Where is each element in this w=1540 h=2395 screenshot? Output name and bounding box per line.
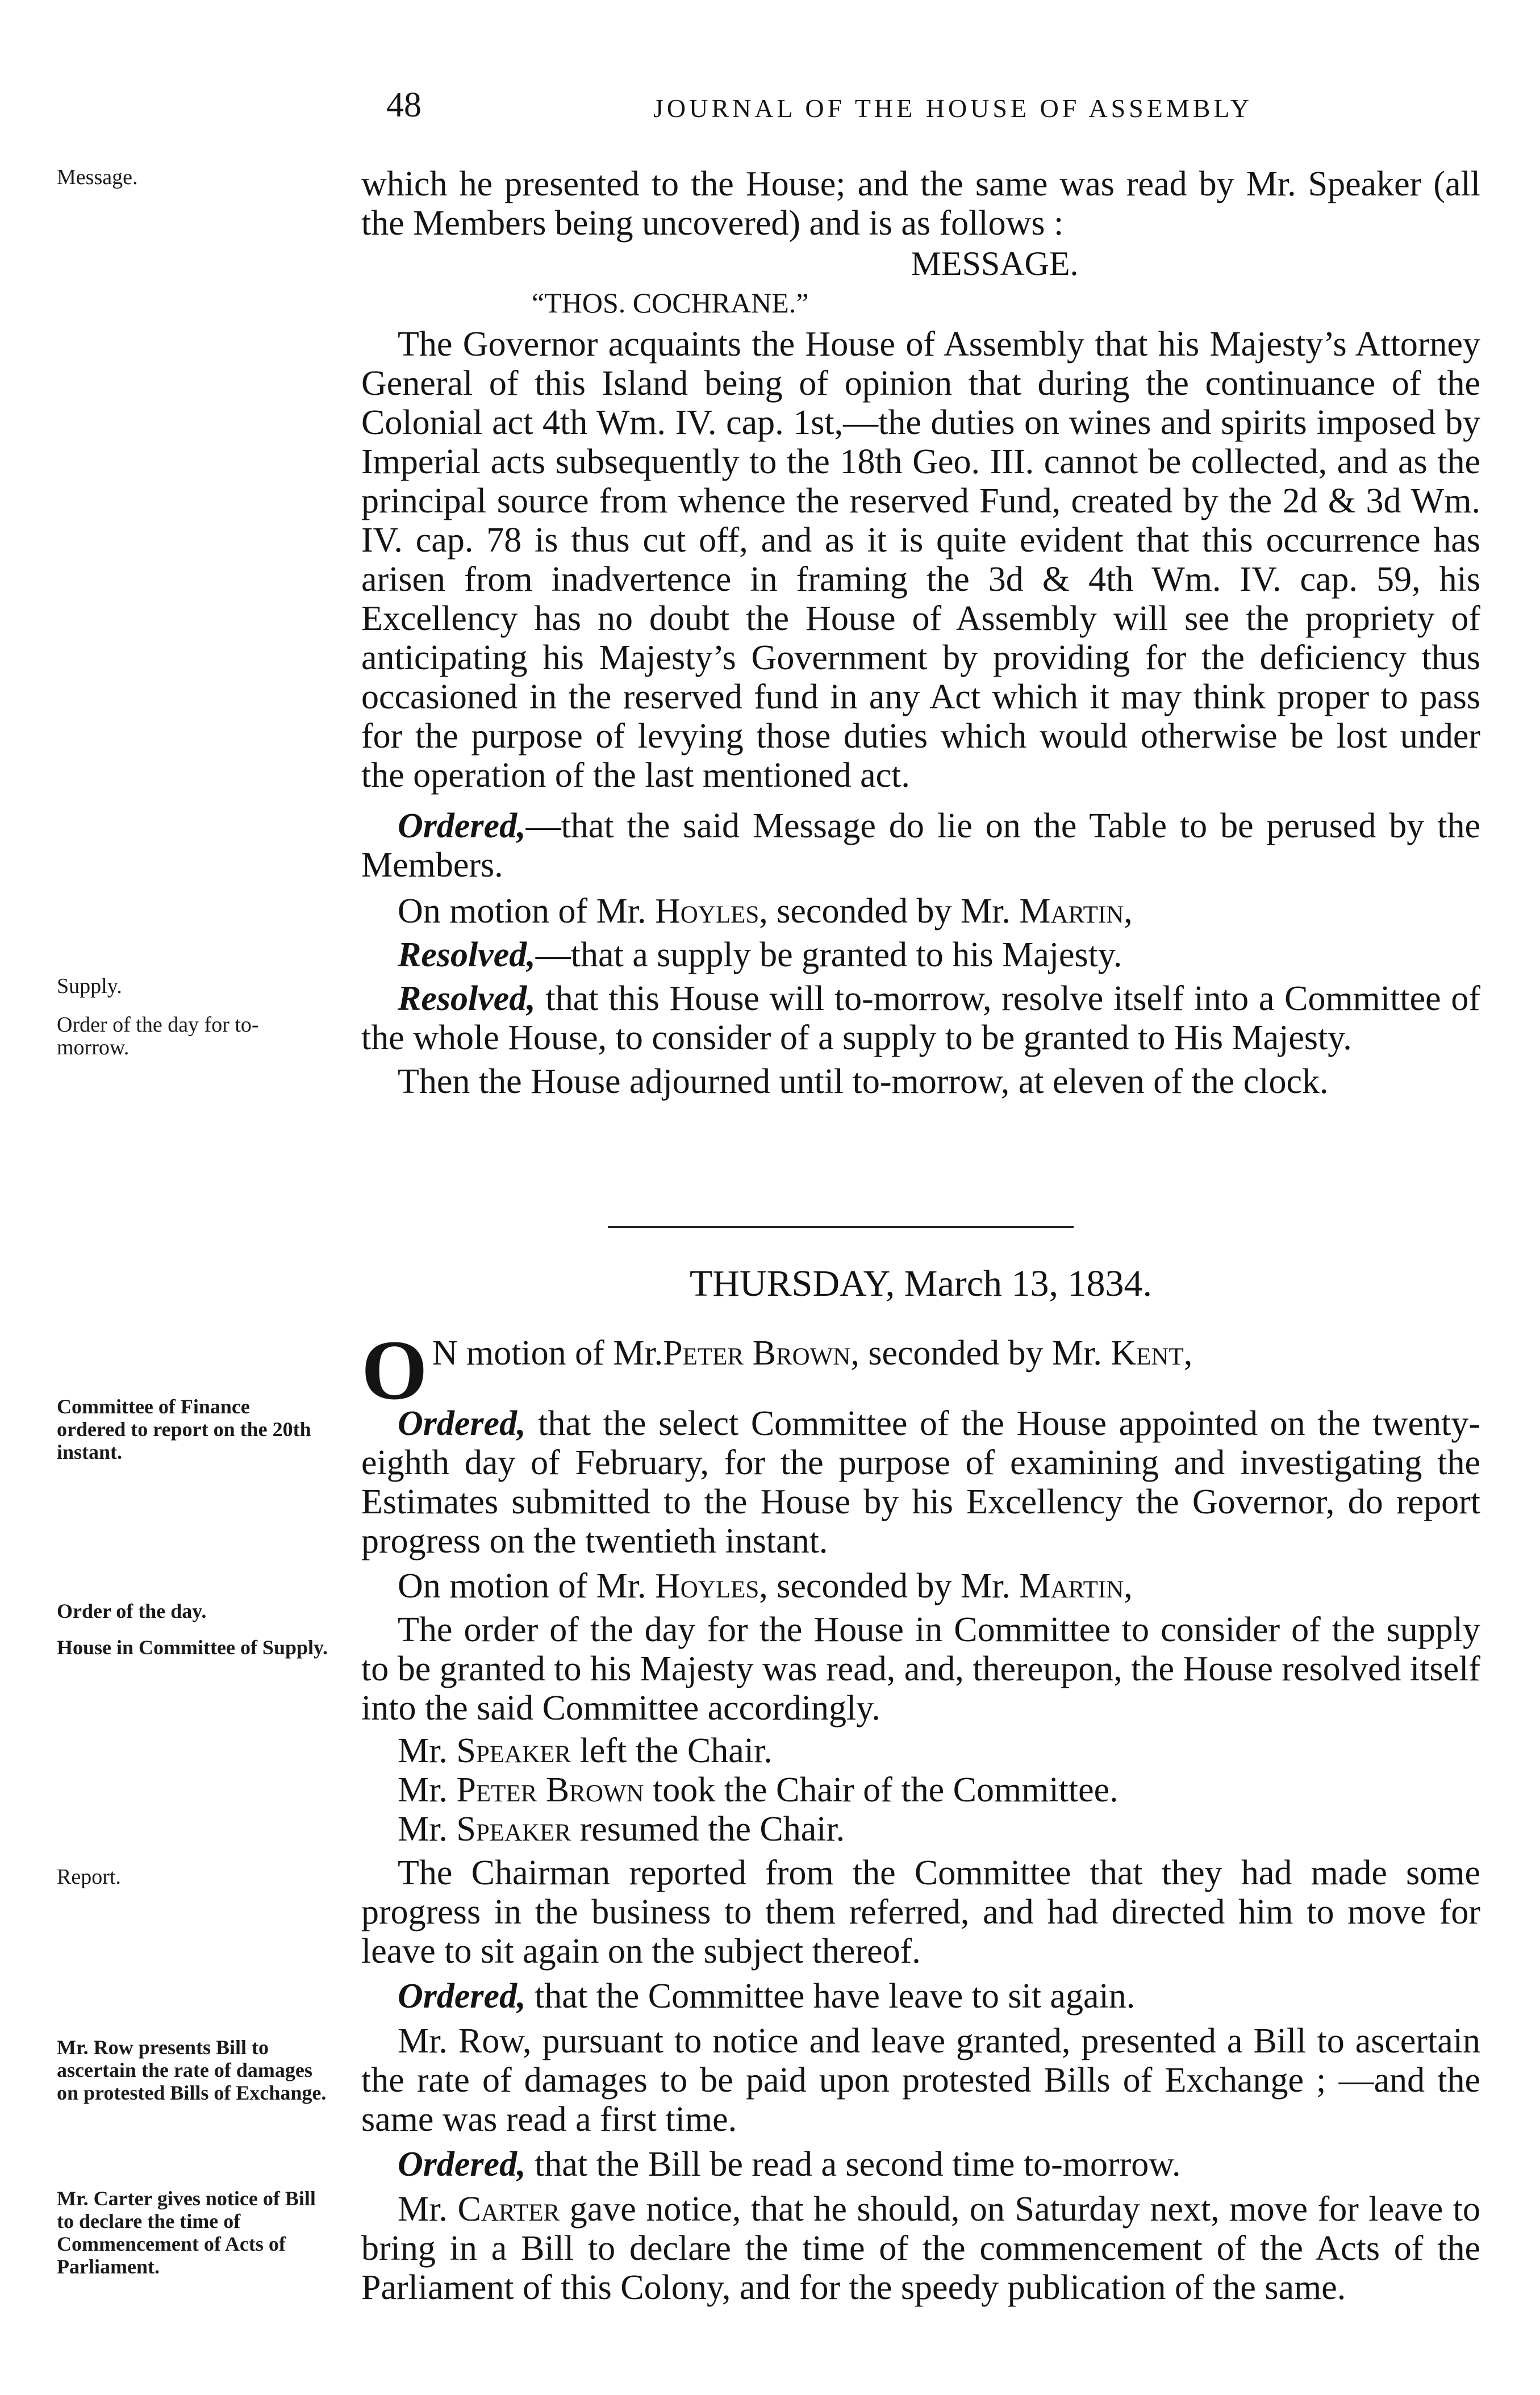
paragraph: The order of the day for the House in Committee to consider of the supply to be granted to his Majesty was read, and, thereupon, the House resolved itself into the said Committee accordingly. <box>361 1610 1480 1728</box>
member-name: Carter <box>457 2190 560 2229</box>
text-run: Mr. <box>398 1731 448 1770</box>
paragraph: Mr. Row, pursuant to notice and leave granted, presented a Bill to ascertain the rate of damages to be paid upon protested Bills of Exchange ; —and the same was read a first time. <box>361 2022 1480 2139</box>
margin-note-order-tomorrow: Order of the day for to-morrow. <box>57 1013 259 1059</box>
lead-word: Ordered, <box>398 1404 526 1443</box>
text-run: Mr. <box>398 2190 448 2229</box>
text-run: Mr. <box>398 1810 448 1849</box>
margin-note-row-presents: Mr. Row presents Bill to ascertain the rate of damages on protested Bills of Exchange. <box>57 2036 327 2104</box>
message-signature: “THOS. COCHRANE.” <box>532 287 809 319</box>
paragraph <box>361 807 1480 885</box>
motion-line <box>361 1567 1480 1606</box>
member-name: Kent <box>1111 1334 1184 1372</box>
member-name: Speaker <box>456 1731 571 1770</box>
text-run: , <box>1183 1334 1193 1372</box>
text-run: Mr. <box>398 1771 448 1809</box>
motion-line <box>361 892 1480 931</box>
section-divider <box>608 1226 1074 1228</box>
chair-line <box>361 1810 1480 1849</box>
main-text-bottom <box>361 1323 1481 2308</box>
message-body: The Governor acquaints the House of Assembly that his Majesty’s Attorney General of this Island being of opinion that during the continuance of the Colonial act 4th Wm. IV. cap. 1st,—the duties on wines and spirits imposed by Imperial acts subsequently to the 18th Geo. III. cannot be collected, and as the principal source from whence the reserved Fund, created by the 2d & 3d Wm. IV. cap. 78 is thus cut off, and as it is quite evident that this occurrence has arisen from inadvertence in framing the 3d & 4th Wm. IV. cap. 59, his Excellency has no doubt the House of Assembly will see the propriety of anticipating his Majesty’s Government by providing for the deficiency thus occasioned in the reserved fund in any Act which it may think proper to pass for the purpose of levying those duties which would otherwise be lost under the operation of the last mentioned act. <box>361 325 1480 795</box>
chair-line <box>361 1771 1480 1810</box>
lead-word: Resolved, <box>398 979 536 1018</box>
margin-note-house-committee-supply: House in Committee of Supply. <box>57 1636 328 1659</box>
paragraph: which he presented to the House; and the same was read by Mr. Speaker (all the Members being uncovered) and is as follows : <box>361 165 1480 243</box>
margin-note-carter-notice: Mr. Carter gives notice of Bill to declare the time of Commencement of Acts of Parliament. <box>57 2187 316 2278</box>
member-name: Peter Brown <box>663 1334 851 1372</box>
text-run: resumed the Chair. <box>571 1810 845 1849</box>
page-header <box>0 85 1540 136</box>
paragraph <box>361 2145 1480 2184</box>
motion-line <box>361 1323 1480 1417</box>
paragraph-text: that the Committee have leave to sit again. <box>525 1977 1136 2016</box>
margin-note-supply: Supply. <box>57 974 122 998</box>
text-run: left the Chair. <box>571 1731 773 1770</box>
text-run: , seconded by Mr. <box>759 1567 1011 1605</box>
member-name: Martin <box>1019 892 1124 931</box>
main-text-top <box>361 165 1480 1101</box>
text-run: took the Chair of the Committee. <box>644 1771 1119 1809</box>
margin-note-report: Report. <box>57 1865 121 1889</box>
margin-note-message: Message. <box>57 165 138 189</box>
paragraph <box>361 2190 1480 2308</box>
paragraph <box>361 1977 1480 2016</box>
paragraph <box>361 1404 1480 1561</box>
paragraph: Then the House adjourned until to-morrow, at eleven of the clock. <box>398 1062 1329 1101</box>
margin-note-committee-finance: Committee of Finance ordered to report on the 20th instant. <box>57 1395 311 1463</box>
page-number: 48 <box>386 86 421 124</box>
text-run: gave notice, that he should, on Saturday next, move for leave to bring in a Bill to declare the time of the commencement of the Acts of the Parliament of this Colony, and for the speedy publication of the same. <box>361 2190 1481 2307</box>
text-run: , <box>1124 892 1133 931</box>
paragraph <box>361 979 1480 1058</box>
member-name: Martin <box>1019 1567 1124 1605</box>
member-name: Hoyles <box>654 1567 759 1605</box>
paragraph-text: that the select Committee of the House appointed on the twenty-eighth day of February, for the purpose of examining and investigating the Estimates submitted to the House by his Excellency the Governor, do report progress on the twentieth instant. <box>361 1404 1480 1560</box>
margin-note-order-of-day: Order of the day. <box>57 1600 207 1622</box>
drop-cap: O <box>361 1323 428 1417</box>
paragraph-text: that the Bill be read a second time to-morrow. <box>525 2145 1181 2184</box>
member-name: Speaker <box>456 1810 571 1849</box>
text-run: On motion of Mr. <box>398 1567 646 1605</box>
member-name: Peter Brown <box>456 1771 644 1809</box>
text-run: N motion of Mr. <box>432 1334 663 1372</box>
lead-word: Ordered, <box>398 2145 526 2184</box>
paragraph-text: that this House will to-morrow, resolve itself into a Committee of the whole House, to consider of a supply to be granted to His Majesty. <box>361 979 1480 1057</box>
date-heading: THURSDAY, March 13, 1834. <box>689 1263 1153 1304</box>
paragraph <box>361 936 1480 975</box>
lead-word: Ordered, <box>398 1977 526 2016</box>
paragraph-text: —that a supply be granted to his Majesty. <box>535 936 1122 974</box>
text-run: , seconded by Mr. <box>850 1334 1102 1372</box>
text-run: On motion of Mr. <box>398 892 646 931</box>
chair-line <box>361 1731 1480 1771</box>
lead-word: Resolved, <box>398 936 536 974</box>
text-run: , seconded by Mr. <box>759 892 1011 931</box>
member-name: Hoyles <box>654 892 759 931</box>
paragraph-text: —that the said Message do lie on the Table to be perused by the Members. <box>361 807 1480 884</box>
message-heading: MESSAGE. <box>911 245 1079 282</box>
text-run: , <box>1124 1567 1133 1605</box>
running-head: JOURNAL OF THE HOUSE OF ASSEMBLY <box>653 94 1253 123</box>
paragraph: The Chairman reported from the Committee that they had made some progress in the business to them referred, and had directed him to move for leave to sit again on the subject thereof. <box>361 1854 1480 1971</box>
lead-word: Ordered, <box>398 807 526 845</box>
